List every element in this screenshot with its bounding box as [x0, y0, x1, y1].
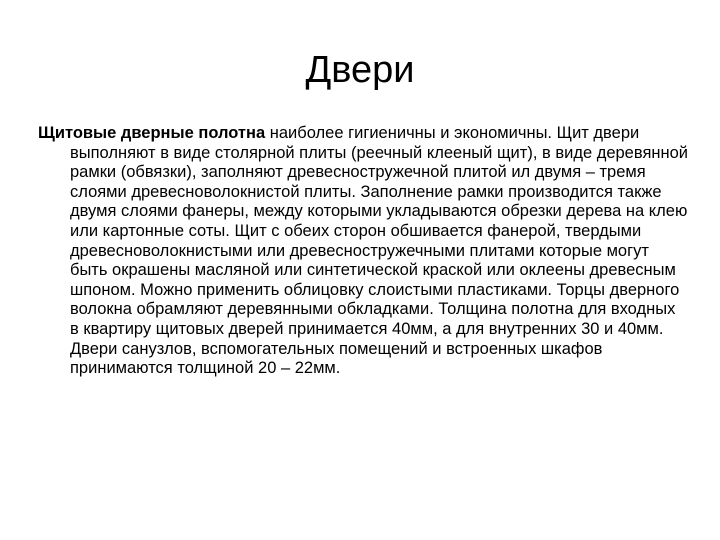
slide-body	[38, 124, 688, 379]
paragraph-lead: Щитовые дверные полотна	[38, 124, 266, 142]
slide-title: Двери	[305, 49, 415, 91]
body-paragraph	[38, 124, 688, 379]
paragraph-text: наиболее гигиеничны и экономичны. Щит двери выполняют в виде столярной плиты (реечный клееный щит), в виде деревянной рамки (обвязки), заполняют древесностружечной плитой ил двумя – тремя слоями древесноволокнистой плиты. Заполнение рамки производится также двумя слоями фанеры, между которыми укладываются обрезки дерева на клею или картонные соты. Щит с обеих сторон обшивается фанерой, твердыми древесноволокнистыми или древесностружечными плитами которые могут быть окрашены масляной или синтетической краской или оклеены древесным шпоном. Можно применить облицовку слоистыми пластиками. Торцы дверного волокна обрамляют деревянными обкладками. Толщина полотна для входных в квартиру щитовых дверей принимается 40мм, а для внутренних 30 и 40мм. Двери санузлов, вспомогательных помещений и встроенных шкафов принимаются толщиной 20 – 22мм.	[70, 124, 688, 378]
